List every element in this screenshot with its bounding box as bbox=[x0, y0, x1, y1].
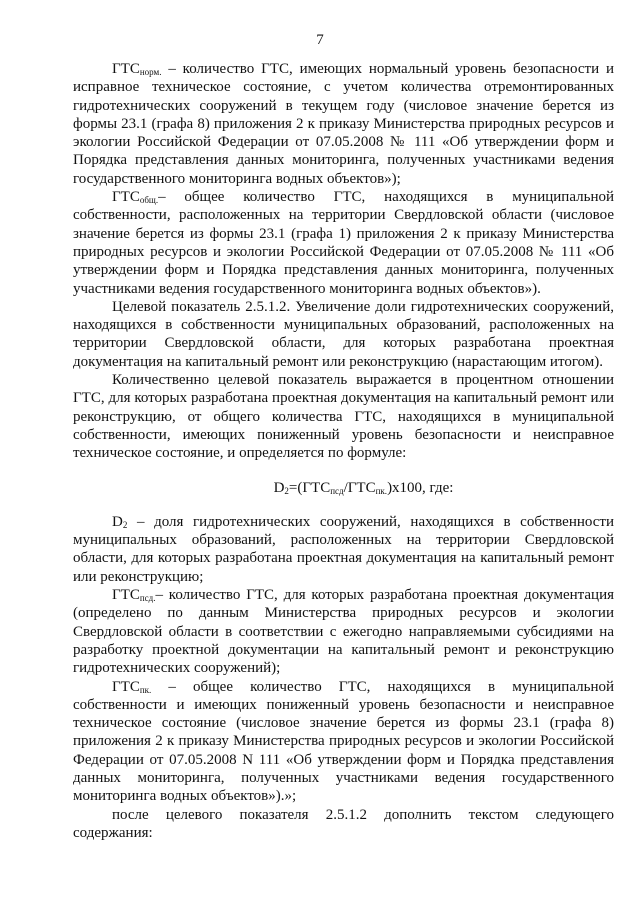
term-gts: ГТС bbox=[112, 587, 140, 604]
term-subscript: псд. bbox=[139, 593, 156, 604]
paragraph-text: – общее количество ГТС, находящихся в муниципальной собственности, расположенных на территории Свердловской области (числовое значение берется из формы 23.1 (графа 1) приложения 2 к приказу Министерства природных ресурсов и экологии Российской Федерации от 07.05.2008 № 111 «Об утверждении форм и Порядка представления данных мониторинга, полученных участниками ведения государственного мониторинга водных объектов»). bbox=[73, 189, 614, 297]
formula-b-subscript: пк. bbox=[375, 485, 388, 496]
formula-d-subscript: 2 bbox=[284, 485, 289, 496]
paragraph-text: – доля гидротехнических сооружений, находящихся в собственности муниципальных образований, расположенных на территории Свердловской области, для которых разработана проектная документация на капитальный ремонт или реконструкцию; bbox=[73, 513, 614, 585]
document-body bbox=[73, 60, 614, 842]
formula bbox=[73, 479, 614, 497]
paragraph-text: – количество ГТС, для которых разработана проектная документация (определено по данным Министерства природных ресурсов и экологии Свердловской области в соответствии с ежегодно направляемыми субсидиями на разработку проектной документации на капитальный ремонт и реконструкцию гидротехнических сооружений); bbox=[73, 587, 614, 677]
paragraph-quantitative-description: Количественно целевой показатель выражается в процентном отношении ГТС, для которых разработана проектная документация на капитальный ремонт или реконструкцию, от общего количества ГТС, находящихся в муниципальной собственности, имеющих пониженный уровень безопасности и неисправное техническое состояние, и определяется по формуле: bbox=[73, 372, 614, 462]
term-gts: ГТС bbox=[112, 61, 140, 77]
term-subscript: норм. bbox=[139, 67, 162, 77]
paragraph-d2-definition bbox=[73, 513, 614, 586]
paragraph-gts-total bbox=[73, 188, 614, 298]
term-gts: ГТС bbox=[112, 678, 140, 695]
formula-slash: /ГТС bbox=[343, 479, 376, 496]
term-d: D bbox=[112, 513, 123, 530]
formula-open: =(ГТС bbox=[288, 479, 331, 496]
page-number: 7 bbox=[316, 32, 324, 48]
formula-tail: )x100, где: bbox=[387, 479, 454, 496]
paragraph-gts-pk bbox=[73, 678, 614, 806]
paragraph-target-indicator: Целевой показатель 2.5.1.2. Увеличение доли гидротехнических сооружений, находящихся в собственности муниципальных образований, расположенных на территории Свердловской области, для которых разработана проектная документация на капитальный ремонт или реконструкцию (нарастающим итогом). bbox=[73, 298, 614, 370]
term-gts: ГТС bbox=[112, 189, 140, 206]
formula-d: D bbox=[273, 479, 285, 496]
paragraph-amendment: после целевого показателя 2.5.1.2 дополнить текстом следующего содержания: bbox=[73, 806, 614, 841]
paragraph-gts-psd bbox=[73, 586, 614, 677]
term-subscript: общ. bbox=[139, 195, 159, 206]
formula-a-subscript: псд bbox=[330, 485, 344, 496]
paragraph-text: – количество ГТС, имеющих нормальный уровень безопасности и исправное техническое состояние, с учетом количества отремонтированных гидротехнических сооружений в текущем году (числовое значение берется из формы 23.1 (графа 8) приложения 2 к приказу Министерства природных ресурсов и экологии Российской Федерации от 07.05.2008 № 111 «Об утверждении форм и Порядка представления данных мониторинга, полученных участниками ведения государственного мониторинга водных объектов»); bbox=[73, 61, 614, 187]
term-subscript: пк. bbox=[139, 684, 152, 695]
term-subscript: 2 bbox=[122, 519, 128, 530]
paragraph-gts-norm bbox=[73, 60, 614, 188]
paragraph-text: – общее количество ГТС, находящихся в муниципальной собственности и имеющих пониженный уровень безопасности и неисправное техническое состояние (числовое значение берется из формы 23.1 (графа 8) приложения 2 к приказу Министерства природных ресурсов и экологии Российской Федерации от 07.05.2008 N 111 «Об утверждении форм и Порядка представления данных мониторинга, полученных участниками ведения государственного мониторинга водных объектов»).»; bbox=[73, 678, 614, 805]
